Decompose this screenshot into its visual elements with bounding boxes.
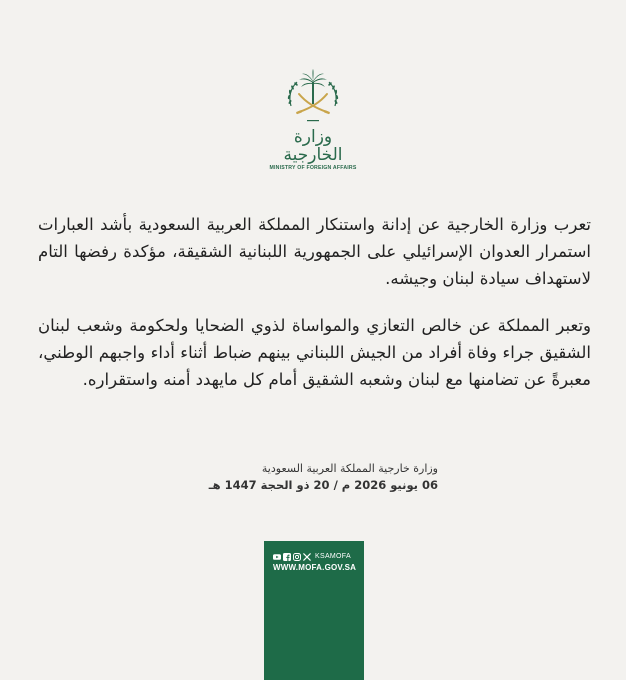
signature-date: 06 يونيو 2026 م / 20 ذو الحجة 1447 هـ: [208, 478, 438, 492]
footer-green-block: [264, 541, 364, 680]
youtube-icon[interactable]: [273, 553, 281, 561]
facebook-icon[interactable]: [283, 553, 291, 561]
statement-paragraph-1: تعرب وزارة الخارجية عن إدانة واستنكار المملكة العربية السعودية بأشد العبارات استمرار العدوان الإسرائيلي على الجمهورية اللبنانية الشقيقة، مؤكدة رفضها التام لاستهداف سيادة لبنان وجيشه.: [38, 215, 591, 288]
signature-issuer: وزارة خارجية المملكة العربية السعودية: [261, 462, 438, 475]
social-handle: KSAMOFA: [315, 553, 351, 560]
logo-arabic-wordmark: وزارة الخارجية: [283, 127, 343, 165]
social-icons-row: [273, 552, 351, 562]
palm-and-crossed-swords-emblem-icon: [263, 68, 363, 130]
instagram-icon[interactable]: [293, 553, 301, 561]
signature-block: [198, 461, 438, 494]
x-icon[interactable]: [303, 553, 311, 561]
statement-paragraph-2: وتعبر المملكة عن خالص التعازي والمواساة لذوي الضحايا ولحكومة وشعب لبنان الشقيق جراء وفاة أفراد من الجيش اللبناني بينهم ضباط أثناء أداء واجبهم الوطني، معبرةً عن تضامنها مع لبنان وشعبه الشقيق أمام كل مايهدد أمنه واستقراره.: [38, 316, 591, 389]
ministry-logo: [263, 68, 363, 171]
website-link[interactable]: WWW.MOFA.GOV.SA: [273, 563, 357, 572]
logo-english-wordmark: MINISTRY OF FOREIGN AFFAIRS: [269, 165, 357, 171]
